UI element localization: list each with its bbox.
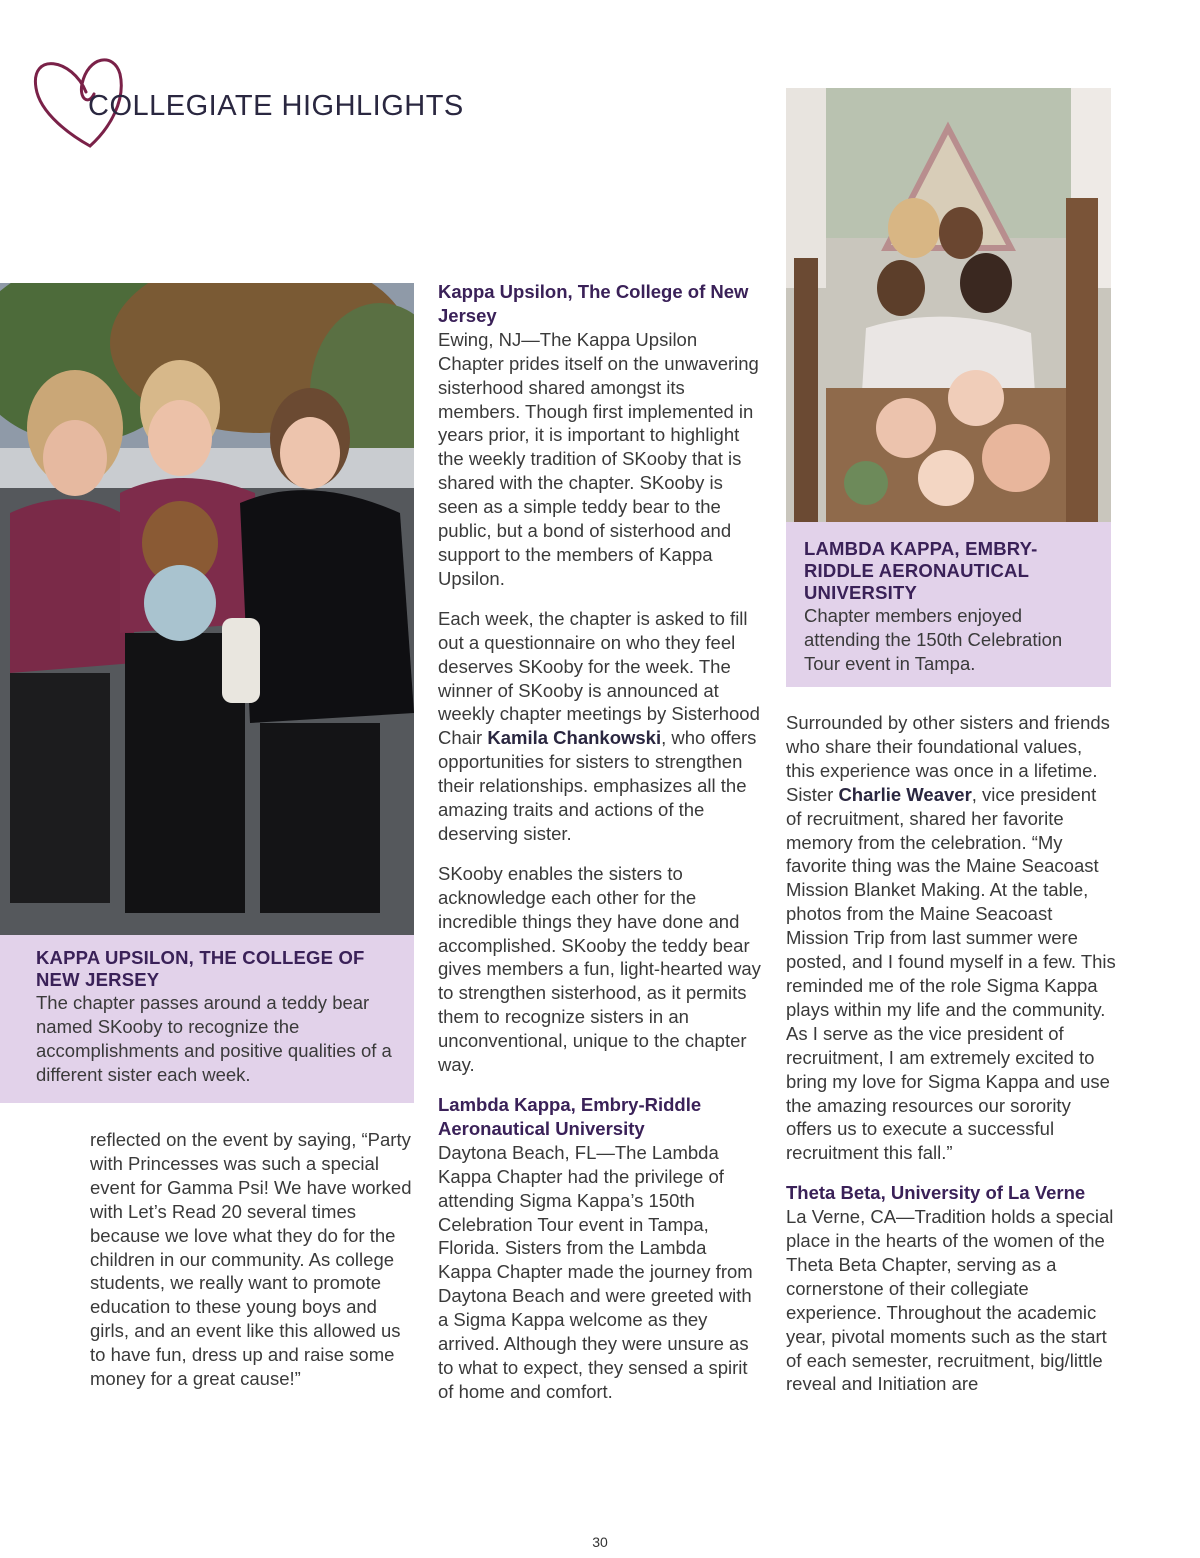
- section-heading-theta-beta: Theta Beta, University of La Verne: [786, 1182, 1086, 1204]
- middle-column: [438, 280, 763, 1422]
- left-column: [90, 1128, 416, 1409]
- caption-body: Chapter members enjoyed attending the 150th Celebration Tour event in Tampa.: [804, 605, 1063, 674]
- kappa-upsilon-paragraph-1: Ewing, NJ—The Kappa Upsilon Chapter prides itself on the unwavering sisterhood shared amongst its members. Though first implemented in years prior, it is important to highlight the weekly tradition of SKooby that is shared with the chapter. SKooby is seen as a simple teddy bear to the public, but a bond of sisterhood and support to the members of Kappa Upsilon.: [438, 328, 759, 589]
- kappa-upsilon-caption: [0, 935, 414, 1103]
- kappa-upsilon-photo: [0, 283, 414, 935]
- member-name: Charlie Weaver: [838, 783, 972, 805]
- lambda-kappa-photo: [786, 88, 1111, 522]
- lambda-kappa-paragraph: Daytona Beach, FL—The Lambda Kappa Chapter had the privilege of attending Sigma Kappa’s 150th Celebration Tour event in Tampa, Florida. Sisters from the Lambda Kappa Chapter made the journey from Daytona Beach and were greeted with a Sigma Kappa welcome as they arrived. Although they were unsure as to what to expect, they sensed a spirit of home and comfort.: [438, 1141, 753, 1402]
- continuation-paragraph: reflected on the event by saying, “Party with Princesses was such a special event for Gamma Psi! We have worked with Let’s Read 20 several times because we love what they do for the children in our community. As college students, we really want to promote education to these young boys and girls, and an event like this allowed us to have fun, dress up and raise some money for a great cause!”: [90, 1129, 412, 1390]
- kappa-upsilon-paragraph-2: Each week, the chapter is asked to fill out a questionnaire on who they feel deserves SKooby for the week. The winner of SKooby is announced at weekly chapter meetings by Sisterhood Chair: [438, 607, 760, 749]
- caption-title: KAPPA UPSILON, THE COLLEGE OF NEW JERSEY: [36, 947, 365, 990]
- theta-beta-paragraph: La Verne, CA—Tradition holds a special place in the hearts of the women of the Theta Beta Chapter, serving as a cornerstone of their collegiate experience. Throughout the academic year, pivotal moments such as the start of each semester, recruitment, big/little reveal and Initiation are: [786, 1206, 1114, 1395]
- lambda-kappa-paragraph-2-end: , vice president of recruitment, shared her favorite memory from the celebration. “My favorite thing was the Maine Seacoast Mission Blanket Making. At the table, photos from the Maine Seacoast Mission Trip from last summer were posted, and I found myself in a few. This reminded me of the role Sigma Kappa plays within my life and the community. As I serve as the vice president of recruitment, I am extremely excited to bring my love for Sigma Kappa and use the amazing resources our sorority offers us to execute a successful recruitment this fall.”: [786, 783, 1116, 1164]
- lambda-kappa-paragraph-2: Surrounded by other sisters and friends who share their foundational values, this experience was once in a lifetime. Sister: [786, 712, 1110, 805]
- member-name: Kamila Chankowski: [487, 727, 662, 749]
- right-column: [786, 711, 1116, 1414]
- kappa-upsilon-paragraph-3: SKooby enables the sisters to acknowledge each other for the incredible things they have done and accomplished. SKooby the teddy bear gives members a fun, light-hearted way to strengthen sisterhood, as it permits them to recognize sisters in an unconventional, unique to the chapter way.: [438, 862, 761, 1076]
- page-title: COLLEGIATE HIGHLIGHTS: [88, 90, 464, 122]
- caption-title: LAMBDA KAPPA, EMBRY-RIDDLE AERONAUTICAL UNIVERSITY: [804, 538, 1038, 603]
- section-heading-lambda-kappa: Lambda Kappa, Embry-Riddle Aeronautical University: [438, 1094, 702, 1139]
- section-heading-kappa-upsilon: Kappa Upsilon, The College of New Jersey: [438, 281, 749, 326]
- page-number: 30: [592, 1534, 608, 1550]
- kappa-upsilon-paragraph-2-end: , who offers opportunities for sisters to strengthen their relationships. emphasizes all the amazing traits and actions of the deserving sister.: [438, 727, 757, 844]
- lambda-kappa-caption: [786, 522, 1111, 687]
- caption-body: The chapter passes around a teddy bear named SKooby to recognize the accomplishments and positive qualities of a different sister each week.: [36, 992, 392, 1085]
